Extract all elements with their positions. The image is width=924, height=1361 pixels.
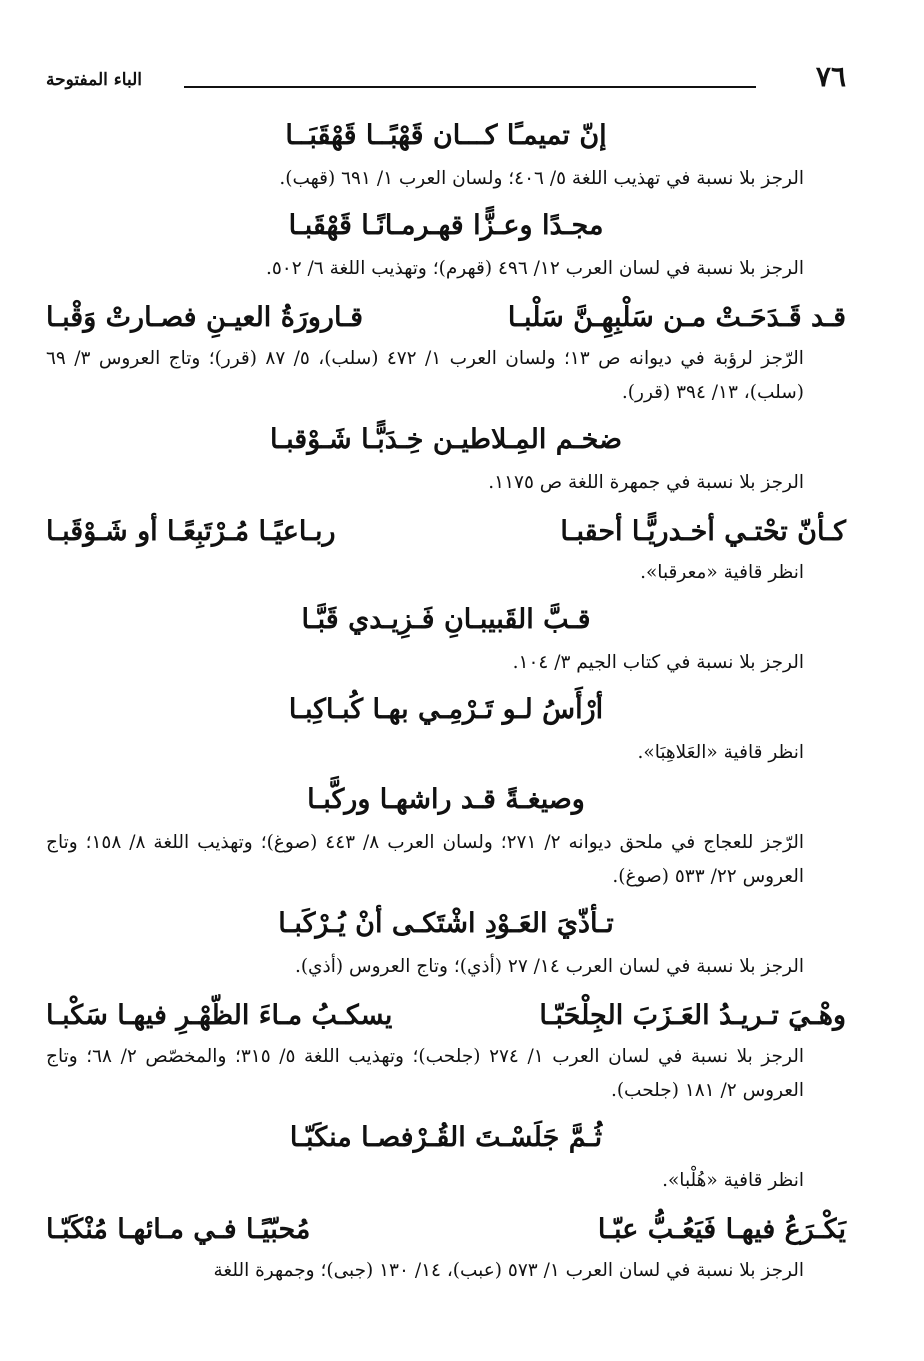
first-hemistich: يَكْـرَعُ فيهـا فَيَعُـبُّ عبّـا [597, 1214, 846, 1245]
citation-note: الرجز بلا نسبة في لسان العرب ١/ ٥٧٣ (عبب)، ١٤/ ١٣٠ (جبى)؛ وجمهرة اللغة [213, 1260, 804, 1281]
verse-line: أرْأَسُ لـو تَـرْمِـي بهـا كُبـاكِبـا [288, 694, 604, 725]
citation-note: الرجز بلا نسبة في جمهرة اللغة ص ١١٧٥. [488, 472, 804, 493]
entry-7 [46, 690, 846, 770]
citation-note: الرجز بلا نسبة في لسان العرب ١٢/ ٤٩٦ (قهرم)؛ وتهذيب اللغة ٦/ ٥٠٢. [265, 258, 804, 279]
running-header [46, 58, 846, 106]
entry-10 [46, 996, 846, 1108]
entry-5 [46, 512, 846, 590]
chapter-title: الباء المفتوحة [46, 70, 142, 90]
first-hemistich: قـد قَـدَحَـتْ مـن سَلْبِهِـنَّ سَلْبـا [507, 302, 846, 333]
entry-6 [46, 600, 846, 680]
verse-line: إنّ تميمـًا كـــان قَهْبًــا قَهْقَبَــا [285, 120, 607, 151]
citation-note: الرجز بلا نسبة في كتاب الجيم ٣/ ١٠٤. [512, 652, 804, 673]
entry-12 [46, 1210, 846, 1288]
verse-line: تـأذّيَ العَـوْدِ اشْتَكـى أنْ يُـرْكَبـا [278, 908, 614, 939]
verse-line: وصيغـةً قـد راشهـا وركَّبـا [307, 784, 585, 815]
citation-note: انظر قافية «معرقبا». [640, 562, 804, 583]
second-hemistich: قـارورَةُ العيـنِ فصـارتْ وَقْبـا [46, 302, 364, 333]
verse-couplet [46, 298, 846, 338]
citation-note: الرّجز لرؤبة في ديوانه ص ١٣؛ ولسان العرب ١/ ٤٧٢ (سلب)، ٥/ ٨٧ (قرر)؛ وتاج العروس ٣/ ٦٩ (سلب)، ١٣/ ٣٩٤ (قرر). [46, 348, 804, 403]
first-hemistich: وهْـيَ تـريـدُ العَـزَبَ الجِلْحَبّـا [539, 1000, 846, 1031]
book-page [46, 58, 846, 1296]
verse-couplet [46, 996, 846, 1036]
entry-9 [46, 904, 846, 984]
entry-1 [46, 116, 846, 196]
citation-note: انظر قافية «هُلْبا». [662, 1170, 804, 1191]
second-hemistich: مُحبّيًـا فـي مـائهـا مُنْكَبّـا [46, 1214, 311, 1245]
entry-11 [46, 1118, 846, 1198]
citation-note: الرجز بلا نسبة في تهذيب اللغة ٥/ ٤٠٦؛ ولسان العرب ١/ ٦٩١ (قهب). [279, 168, 804, 189]
header-rule [184, 86, 756, 88]
citation-note: الرّجز للعجاج في ملحق ديوانه ٢/ ٢٧١؛ ولسان العرب ٨/ ٤٤٣ (صوغ)؛ وتهذيب اللغة ٨/ ١٥٨؛ وتاج العروس ٢٢/ ٥٣٣ (صوغ). [46, 832, 804, 887]
entry-2 [46, 206, 846, 286]
verse-entries [46, 116, 846, 1288]
verse-line: قـبَّ القَبيبـانِ فَـزِيـدي قَبَّـا [301, 604, 591, 635]
verse-couplet [46, 512, 846, 552]
citation-note: الرجز بلا نسبة في لسان العرب ١/ ٢٧٤ (جلحب)؛ وتهذيب اللغة ٥/ ٣١٥؛ والمخصّص ٢/ ٦٨؛ وتاج العروس ٢/ ١٨١ (جلحب). [46, 1046, 804, 1101]
citation-note: انظر قافية «العَلاهِبَا». [637, 742, 804, 763]
verse-line: ثُـمَّ جَلَسْـتَ القُـرْفصـا منكَبّـا [289, 1122, 603, 1153]
first-hemistich: كـأنّ تحْتـي أخـدريًّـا أحقبـا [560, 516, 846, 547]
entry-8 [46, 780, 846, 894]
page-number: ٧٦ [815, 60, 846, 93]
verse-line: ضخـم المِـلاطيـن خِـدَبًّـا شَـوْقبـا [270, 424, 622, 455]
verse-line: مجـدًا وعـزًّا قهـرمـانًـا قَهْقَبـا [288, 210, 604, 241]
second-hemistich: ربـاعيًـا مُـرْتَبِعًـا أو شَـوْقَبـا [46, 516, 336, 547]
citation-note: الرجز بلا نسبة في لسان العرب ١٤/ ٢٧ (أذي)؛ وتاج العروس (أذي). [294, 956, 804, 977]
entry-3 [46, 298, 846, 410]
entry-4 [46, 420, 846, 500]
verse-couplet [46, 1210, 846, 1250]
second-hemistich: يسكـبُ مـاءَ الظّهْـرِ فيهـا سَكْبـا [46, 1000, 393, 1031]
